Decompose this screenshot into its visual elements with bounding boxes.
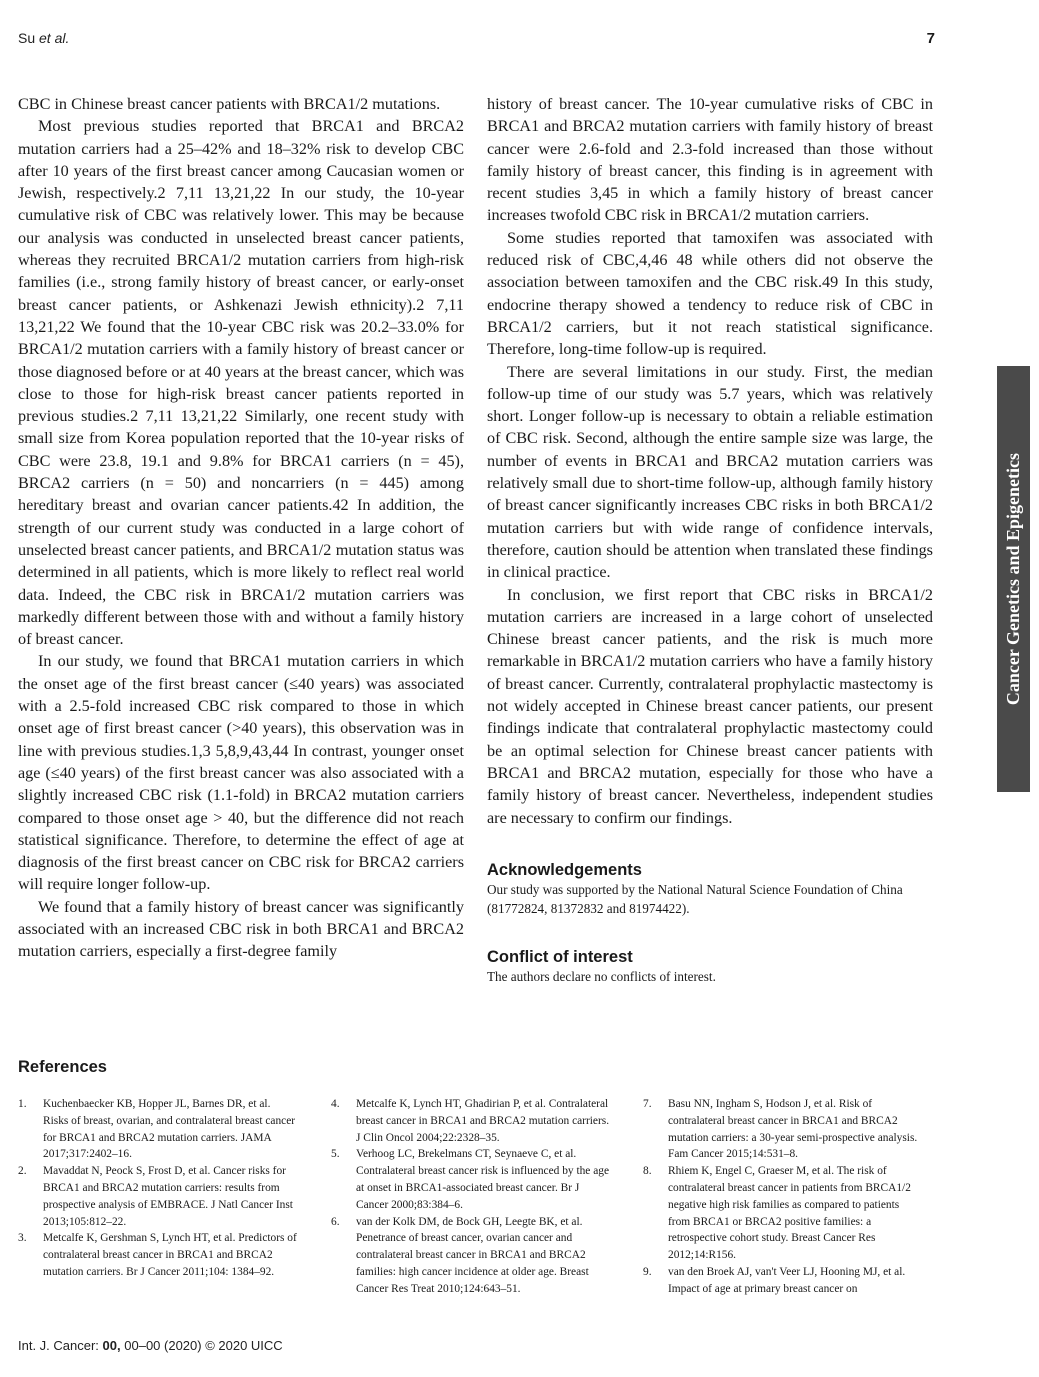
paragraph: Some studies reported that tamoxifen was associated with reduced risk of CBC,4,46 48 while others did not observe the association between tamoxifen and the CBC risk.49 In this study, endocrine therapy showed a tendency to reduce risk of CBC in BRCA1/2 carriers, but it not reach statistical significance. Therefore, long-time follow-up is required. (487, 228, 933, 359)
reference-item: 9. van den Broek AJ, van't Veer LJ, Hooning MJ, et al. Impact of age at primary breast cancer on (643, 1265, 906, 1295)
section-side-tab: Cancer Genetics and Epigenetics (997, 366, 1030, 792)
references-column-1 (18, 1096, 298, 1281)
paragraph: Most previous studies reported that BRCA1 and BRCA2 mutation carriers had a 25–42% and 18–32% risk to develop CBC after 10 years of the first breast cancer among Caucasian women or Jewish, respectively.2 7,11 13,21,22 In our study, the 10-year cumulative risk of CBC was relatively lower. This may be because our analysis was conducted in unselected breast cancer patients, whereas they recruited BRCA1/2 mutation carriers from high-risk families (i.e., strong family history of breast cancer, or early-onset breast cancer patients, or Ashkenazi Jewish ethnicity).2 7,11 13,21,22 We found that the 10-year CBC risk was 20.2–33.0% for BRCA1/2 mutation carriers with a family history of breast cancer or those diagnosed before or at 40 years at the breast cancer, which was close to those for high-risk breast cancer patients reported in previous studies.2 7,11 13,21,22 Similarly, one recent study with small size from Korea population reported that the 10-year risks of CBC were 23.8, 19.1 and 9.8% for BRCA1 carriers (n = 45), BRCA2 carriers (n = 50) and noncarriers (n = 445) among hereditary breast and ovarian cancer patients.42 In addition, the strength of our current study was conducted in a large cohort of unselected breast cancer patients, and BRCA1/2 mutation status was determined in all patients, which is more likely to reflect real world data. Indeed, the CBC risk in BRCA1/2 mutation carriers was markedly different between those with and without a family history of breast cancer. (18, 117, 464, 649)
paragraph: history of breast cancer. The 10-year cumulative risks of CBC in BRCA1 and BRCA2 mutation carriers with family history of breast cancer were 2.6-fold and 2.3-fold increased than those without family history of breast cancer, this finding is in agreement with recent studies 3,45 in which a family history of breast cancer increases twofold CBC risk in BRCA1/2 mutation carriers. (487, 95, 933, 225)
references-column-2 (331, 1096, 611, 1298)
left-column (18, 93, 464, 963)
reference-item: 5. Verhoog LC, Brekelmans CT, Seynaeve C, et al. Contralateral breast cancer risk is influenced by the age at onset in BRCA1-associated breast cancer. Br J Cancer 2000;83:384–6. (331, 1148, 610, 1211)
acknowledgements-heading: Acknowledgements (487, 860, 642, 879)
reference-item: 6. van der Kolk DM, de Bock GH, Leegte BK, et al. Penetrance of breast cancer, ovarian cancer and contralateral breast cancer in BRCA1 and BRCA2 families: high cancer incidence at older age. Breast Cancer Res Treat 2010;124:643–51. (331, 1215, 589, 1295)
right-column (487, 93, 933, 987)
running-header-author: Su et al. (18, 30, 70, 46)
paragraph: There are several limitations in our study. First, the median follow-up time of our study was 5.7 years, which was relatively short. Longer follow-up is necessary to obtain a reliable estimation of CBC risk. Second, although the entire sample size was large, the number of events in BRCA1 and BRCA2 mutation carriers was relatively small due to short-time follow-up, although family history of breast cancer significantly increases CBC risks in both BRCA1/2 mutation carriers but with wide range of confidence intervals, therefore, caution should be attention when translated these findings in clinical practice. (487, 362, 933, 582)
acknowledgements-text: Our study was supported by the National Natural Science Foundation of China (81772824, 81372832 and 81974422). (487, 882, 903, 916)
reference-item: 4. Metcalfe K, Lynch HT, Ghadirian P, et al. Contralateral breast cancer in BRCA1 and BRCA2 mutation carriers. J Clin Oncol 2004;22:2328–35. (331, 1098, 610, 1144)
reference-item: 3. Metcalfe K, Gershman S, Lynch HT, et al. Predictors of contralateral breast cancer in BRCA1 and BRCA2 mutation carriers. Br J Cancer 2011;104: 1384–92. (18, 1232, 297, 1278)
page-number: 7 (926, 30, 935, 47)
references-column-3 (643, 1096, 923, 1298)
conflict-heading: Conflict of interest (487, 948, 633, 967)
page-footer: Int. J. Cancer: 00, 00–00 (2020) © 2020 UICC (18, 1338, 283, 1353)
paragraph: CBC in Chinese breast cancer patients with BRCA1/2 mutations. (18, 95, 441, 113)
paragraph: In our study, we found that BRCA1 mutation carriers in which the onset age of the first breast cancer (≤40 years) was associated with a 2.5-fold increased CBC risk compared to those in which onset age of first breast cancer (>40 years), this observation was in line with previous studies.1,3 5,8,9,43,44 In contrast, younger onset age (≤40 years) of the first breast cancer was also associated with a slightly increased CBC risk (1.1-fold) in BRCA2 mutation carriers compared to those onset age > 40, but the difference did not reach statistical significance. Therefore, to determine the effect of age at diagnosis of the first breast cancer on CBC risk for BRCA2 carriers will require longer follow-up. (18, 652, 464, 894)
paragraph: We found that a family history of breast cancer was significantly associated with an increased CBC risk in both BRCA1 and BRCA2 mutation carriers, especially a first-degree family (18, 897, 464, 961)
reference-item: 8. Rhiem K, Engel C, Graeser M, et al. The risk of contralateral breast cancer in patients from BRCA1/2 negative high risk families as compared to patients from BRCA1 or BRCA2 positive families: a retrospective cohort study. Breast Cancer Res 2012;14:R156. (643, 1165, 911, 1262)
references-heading: References (18, 1058, 107, 1076)
reference-item: 1. Kuchenbaecker KB, Hopper JL, Barnes DR, et al. Risks of breast, ovarian, and contralateral breast cancer for BRCA1 and BRCA2 mutation carriers. JAMA 2017;317:2402–16. (18, 1098, 296, 1161)
reference-item: 7. Basu NN, Ingham S, Hodson J, et al. Risk of contralateral breast cancer in BRCA1 and BRCA2 mutation carriers: a 30-year semi-prospective analysis. Fam Cancer 2015;14:531–8. (643, 1098, 918, 1161)
reference-item: 2. Mavaddat N, Peock S, Frost D, et al. Cancer risks for BRCA1 and BRCA2 mutation carriers: results from prospective analysis of EMBRACE. J Natl Cancer Inst 2013;105:812–22. (18, 1165, 293, 1228)
conflict-text: The authors declare no conflicts of interest. (487, 969, 716, 985)
paragraph: In conclusion, we first report that CBC risks in BRCA1/2 mutation carriers are increased in a large cohort of unselected Chinese breast cancer patients, and the risk is much more remarkable in BRCA1/2 mutation carriers who have a family history of breast cancer. Currently, contralateral prophylactic mastectomy is not widely accepted in Chinese breast cancer patients, our present findings indicate that contralateral prophylactic mastectomy could be an optimal selection for Chinese breast cancer patients with BRCA1 and BRCA2 mutation, especially for those who have a family history of breast cancer. Nevertheless, independent studies are necessary to confirm our findings. (487, 585, 933, 827)
